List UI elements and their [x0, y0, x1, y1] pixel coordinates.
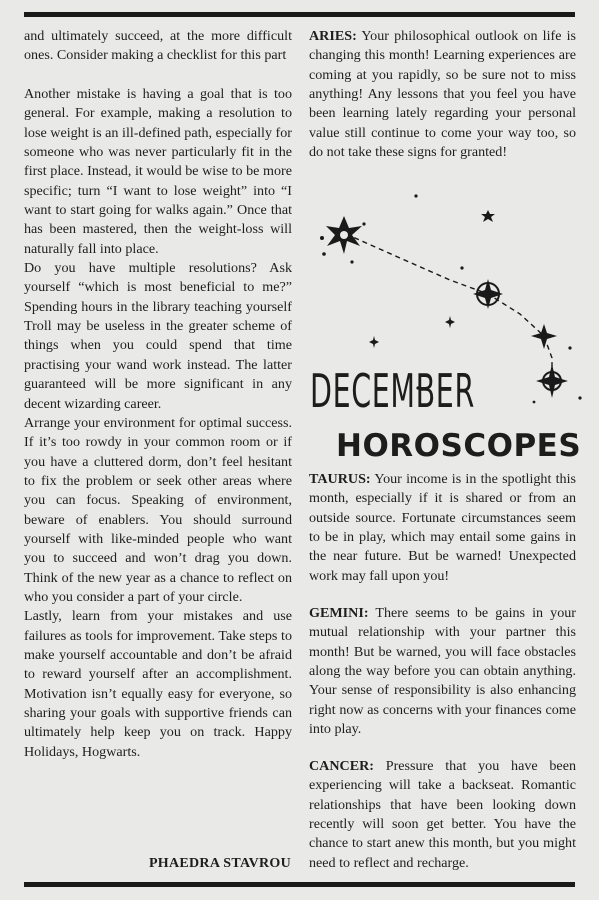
article-paragraph: and ultimately succeed, at the more difficult ones. Consider making a checklist for this part	[24, 28, 292, 64]
article-paragraph: Another mistake is having a goal that is too general. For example, making a resolution to lose weight is an ill-defined path, especially for someone who was never particularly fit in the first place. Instead, it would be wise to be more specific; turn “I want to lose weight” into “I want to start going for walks again.” Once that has been mastered, then the weight-loss will naturally fall into place.	[24, 86, 292, 257]
horoscope-cancer	[309, 757, 576, 873]
article-paragraph: Lastly, learn from your mistakes and use failures as tools for improvement. Take steps to make yourself accountable and don’t be afraid to reward yourself after an accomplishment. Motivation isn’t equally easy for everyone, so sharing your goals with supportive friends can ultimately help keep you on track. Happy Holidays, Hogwarts.	[24, 608, 292, 760]
horoscope-text: Your philosophical outlook on life is changing this month! Learning experiences are coming at you rapidly, so be sure not to miss anything! Any lessons that you feel you have been learning lately regarding your personal value still continue to come your way too, so do not take these signs for granted!	[309, 28, 576, 161]
sign-label: CANCER:	[309, 758, 374, 774]
horoscope-text: There seems to be gains in your mutual relationship with your partner this month! But be warned, you will face obstacles along the way before you can obtain anything. Your sense of responsibility is also enhancing right now as concerns with your finances come into play.	[309, 605, 576, 738]
section-title: HOROSCOPES	[336, 428, 582, 464]
horoscope-text: Pressure that you have been experiencing will take a backseat. Romantic relationships that have been looking down recently will soon get better. You have the chance to start anew this month, but you might need to reflect and recharge.	[309, 758, 576, 871]
bottom-rule	[24, 882, 575, 887]
sign-label: ARIES:	[309, 28, 357, 44]
horoscope-text: Your income is in the spotlight this month, especially if it is shared or from an outside source. Fortunate circumstances seem to be in play, which may entail some gains in the near future. But be warned! Unexpected work may fall upon you!	[309, 471, 576, 584]
article-column	[24, 27, 292, 762]
article-paragraph: Arrange your environment for optimal success. If it’s too rowdy in your common room or if you have a cluttered dorm, don’t feel hesitant to fix the problem or seek other areas where you can focus. Speaking of environment, beware of enablers. You should surround yourself with like-minded people who want you to succeed and won’t drag you down. Think of the new year as a chance to reflect on who you consider a part of your circle.	[24, 414, 292, 605]
month-title: DECEMBER	[310, 364, 475, 418]
horoscope-aries	[309, 27, 576, 162]
sign-label: GEMINI:	[309, 605, 369, 621]
sign-label: TAURUS:	[309, 471, 371, 487]
byline: PHAEDRA STAVROU	[148, 856, 291, 871]
article-paragraph: Do you have multiple resolutions? Ask yourself “which is most beneficial to me?” Spending hours in the library teaching yourself Troll may be useless in the greater scheme of things when you could spend that time practising your wand work instead. The latter guaranteed will be more significant in any decent wizarding career.	[24, 260, 292, 412]
horoscope-gemini	[309, 604, 576, 739]
top-rule	[24, 12, 575, 17]
horoscope-taurus	[309, 470, 576, 586]
